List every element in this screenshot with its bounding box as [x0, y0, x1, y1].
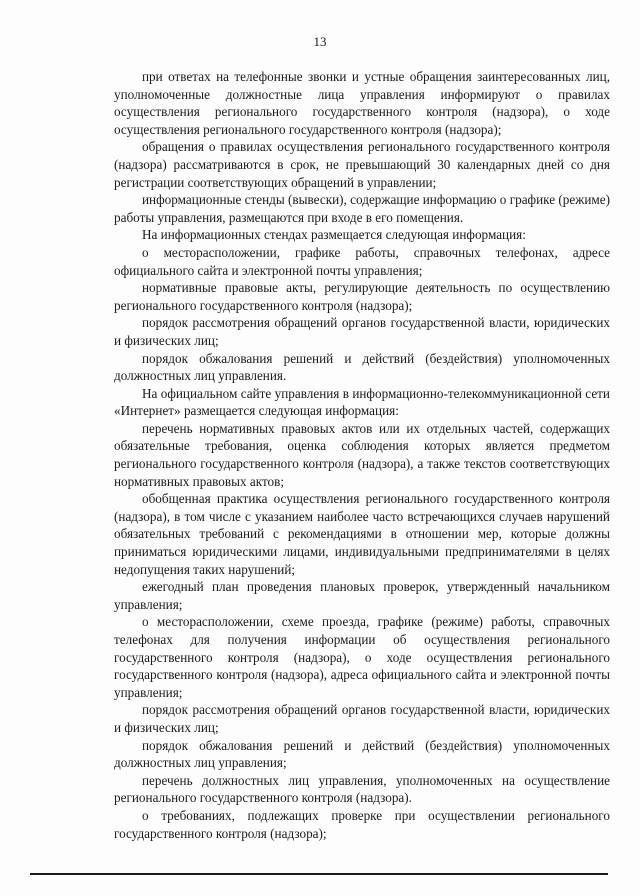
paragraph: нормативные правовые акты, регулирующие деятельность по осуществлению регионального государственного контроля (надзора);	[114, 280, 610, 313]
paragraph: порядок обжалования решений и действий (бездействия) уполномоченных должностных лиц управления.	[114, 350, 610, 384]
paragraph: о месторасположении, схеме проезда, графике (режиме) работы, справочных телефонах для получения информации об осуществления регионального государственного контроля (надзора), о ходе осуществления регионального государственного контроля (надзора), адреса официального сайта и электронной почты управления;	[114, 614, 610, 700]
paragraph: о месторасположении, графике работы, справочных телефонах, адресе официального сайта и электронной почты управления;	[114, 244, 610, 278]
bottom-rule	[30, 873, 608, 875]
paragraph: о требованиях, подлежащих проверке при осуществлении регионального государственного контроля (надзора);	[114, 807, 610, 841]
paragraph: обобщенная практика осуществления регионального государственного контроля (надзора), в том числе с указанием наиболее часто встречающихся случаев нарушений обязательных требований с рекомендациями в отношении мер, которые должны приниматься юридическими лицами, индивидуальными предпринимателями в целях недопущения таких нарушений;	[114, 491, 610, 577]
paragraph: при ответах на телефонные звонки и устные обращения заинтересованных лиц, уполномоченные должностные лица управления информируют о правилах осуществления регионального государственного контроля (надзора), о ходе осуществления регионального государственного контроля (надзора);	[114, 69, 610, 137]
page-number: 13	[313, 34, 327, 49]
paragraph: перечень должностных лиц управления, уполномоченных на осуществление регионального государственного контроля (надзора).	[114, 772, 610, 806]
paragraph: На официальном сайте управления в информационно-телекоммуникационной сети «Интернет» размещается следующая информация:	[114, 385, 610, 419]
paragraph: порядок рассмотрения обращений органов государственной власти, юридических и физических лиц;	[114, 315, 610, 348]
paragraph: порядок обжалования решений и действий (бездействия) уполномоченных должностных лиц управления;	[114, 737, 610, 771]
paragraph: информационные стенды (вывески), содержащие информацию о графике (режиме) работы управления, размещаются при входе в его помещения.	[114, 192, 610, 225]
paragraph: На информационных стендах размещается следующая информация:	[142, 227, 526, 243]
paragraph: обращения о правилах осуществления регионального государственного контроля (надзора) рассматриваются в срок, не превышающий 30 календарных дней со дня регистрации соответствующих обращений в управлении;	[114, 139, 610, 190]
paragraph: перечень нормативных правовых актов или их отдельных частей, содержащих обязательные требования, оценка соблюдения которых является предметом регионального государственного контроля (надзора), а также текстов соответствующих нормативных правовых актов;	[114, 420, 610, 489]
paragraph: ежегодный план проведения плановых проверок, утвержденный начальником управления;	[114, 579, 610, 612]
document-body	[114, 68, 610, 842]
paragraph: порядок рассмотрения обращений органов государственной власти, юридических и физических лиц;	[114, 702, 610, 735]
